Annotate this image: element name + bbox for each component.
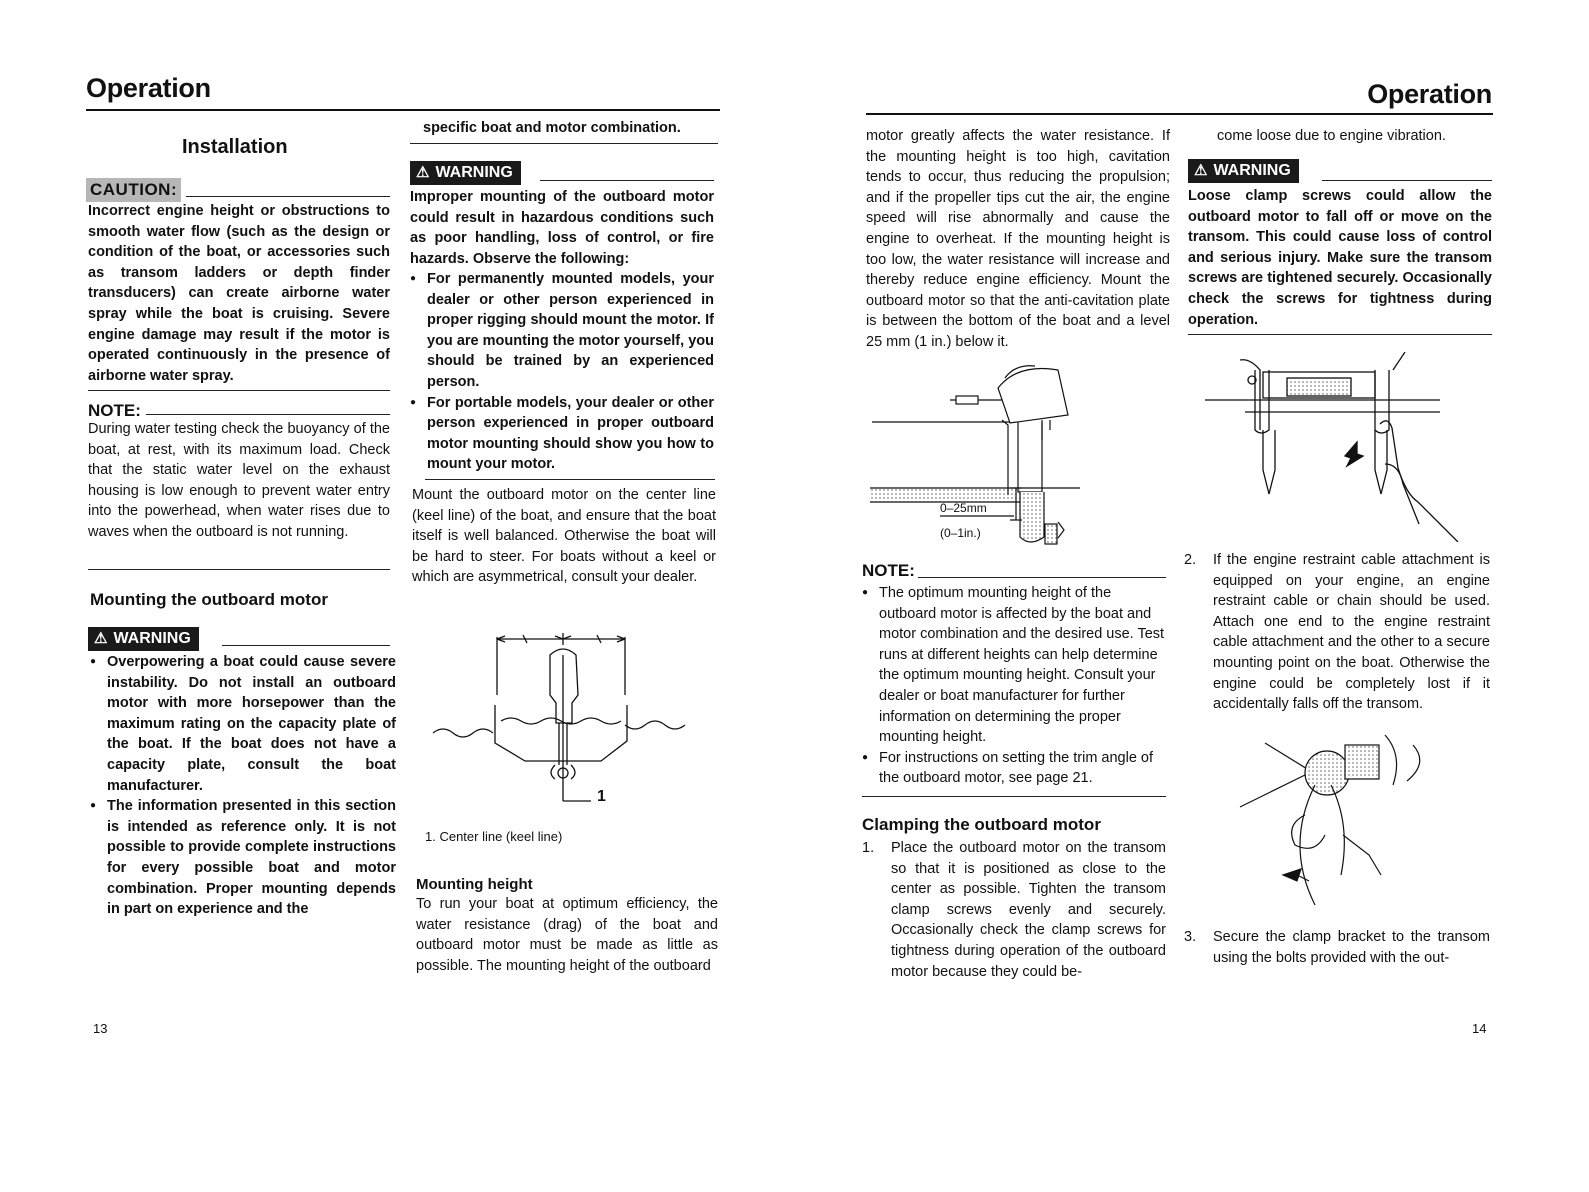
list-item xyxy=(1184,550,1490,715)
left-page-header: Operation xyxy=(86,73,211,103)
right-col2-continuation: come loose due to engine vibration. xyxy=(1217,128,1446,144)
warning-label-text: WARNING xyxy=(435,164,513,181)
figure-caption: 1. Center line (keel line) xyxy=(425,829,563,844)
right-warning-rule xyxy=(1322,180,1492,181)
step-number: 2. xyxy=(1184,552,1197,568)
warning-label-2 xyxy=(410,161,521,185)
right-warning-label xyxy=(1188,159,1299,183)
warning-label-1 xyxy=(88,627,199,651)
right-note-bullets xyxy=(862,583,1168,789)
col2-continuation: specific boat and motor combination. xyxy=(423,120,681,136)
clamping-title: Clamping the outboard motor xyxy=(862,815,1101,834)
right-note-label: NOTE: xyxy=(862,561,915,580)
right-col1-text: motor greatly affects the water resistance. If the mounting height is too high, cavitation tends to occur, thus reducing the propulsion; and if the propeller tips cut the air, the engine speed will rise abnormally and cause the engine to overheat. If the mounting height is too low, the water resistance will increase and thereby reduce engine efficiency. Mount the outboard motor so that the anti-cavitation plate is between the bottom of the boat and a level 25 mm (1 in.) below it. xyxy=(866,128,1170,350)
left-page-number: 13 xyxy=(93,1021,108,1036)
list-item: ● For instructions on setting the trim angle of the outboard motor, see page 21. xyxy=(862,748,1168,789)
warning-triangle-icon: ⚠ xyxy=(94,630,108,647)
list-item xyxy=(862,838,1166,982)
step-text: If the engine restraint cable attachment is equipped on your engine, an engine restraint cable or chain should be used. Attach one end to the engine restraint cable attachment and the other to a secure mounting point on the boat. Otherwise the engine could be completely lost if it accidentally falls off the transom. xyxy=(1213,552,1490,713)
right-note-end-rule xyxy=(862,796,1166,797)
step-3 xyxy=(1184,927,1490,968)
col2-rule xyxy=(410,143,718,144)
warning-2-intro: Improper mounting of the outboard motor could result in hazardous conditions such as poor handling, loss of control, or fire hazards. Observe the following: xyxy=(410,189,714,267)
mounting-title: Mounting the outboard motor xyxy=(90,590,328,609)
installation-title: Installation xyxy=(182,136,288,158)
caution-end-rule xyxy=(88,390,390,391)
note-label: NOTE: xyxy=(88,401,141,420)
left-header-rule xyxy=(86,109,720,111)
right-warning-text: Loose clamp screws could allow the outboard motor to fall off or move on the transom. This could cause loss of control and serious injury. Make sure the transom screws are tightened securely. Occasionally check the screws for tightness during operation. xyxy=(1188,188,1492,328)
clamping-steps xyxy=(862,838,1166,982)
warning-label-text: WARNING xyxy=(1213,162,1291,179)
keel-line-figure xyxy=(425,625,705,810)
mount-text: Mount the outboard motor on the center line (keel line) of the boat, and ensure that the boat itself is well balanced. Otherwise the boat will be hard to steer. For boats without a keel or which are asymmetrical, consult your dealer. xyxy=(412,487,716,586)
warning-triangle-icon: ⚠ xyxy=(1194,162,1208,179)
caution-text: Incorrect engine height or obstructions to smooth water flow (such as the design or condition of the boat, or accessories such as transom ladders or depth finder transducers) can create airborne water spray while the boat is cruising. Severe engine damage may result if the motor is operated continuously in the presence of airborne water spray. xyxy=(88,203,390,384)
list-item xyxy=(1184,927,1490,968)
clamp-screw-figure xyxy=(1205,352,1475,542)
warning-1-rule xyxy=(222,645,390,646)
restraint-cable-figure xyxy=(1235,725,1435,920)
warning-triangle-icon: ⚠ xyxy=(416,164,430,181)
list-item: ● For portable models, your dealer or other person experienced in proper outboard motor mounting should show you how to mount your motor. xyxy=(410,393,714,475)
list-item: ● The information presented in this section is intended as reference only. It is not possible to provide complete instructions for every possible boat and motor combination. Proper mounting depends in part on experience and the xyxy=(90,796,396,920)
warning-label-text: WARNING xyxy=(113,630,191,647)
right-page-header: Operation xyxy=(1367,79,1492,109)
step-text: Secure the clamp bracket to the transom using the bolts provided with the out- xyxy=(1213,929,1490,966)
warning-2-end-rule xyxy=(425,479,715,480)
mounting-height-title: Mounting height xyxy=(416,876,533,893)
right-note-rule xyxy=(918,577,1166,578)
right-page-number: 14 xyxy=(1472,1021,1487,1036)
list-item: ● Overpowering a boat could cause severe instability. Do not install an outboard motor with more horsepower than the maximum rating on the capacity plate of the boat. If the boat does not have a capacity plate, consult the boat manufacturer. xyxy=(90,652,396,796)
caution-rule xyxy=(186,196,390,197)
mounting-height-text: To run your boat at optimum efficiency, the water resistance (drag) of the boat and outboard motor must be made as little as possible. The mounting height of the outboard xyxy=(416,896,718,974)
warning-2-bullets xyxy=(410,269,714,475)
figure-label-mm: 0–25mm xyxy=(940,501,987,515)
warning-1-bullets xyxy=(90,652,396,920)
right-header-rule xyxy=(866,113,1493,115)
right-warning-end-rule xyxy=(1188,334,1492,335)
note-rule xyxy=(146,414,390,415)
step-number: 1. xyxy=(862,840,875,856)
step-2 xyxy=(1184,550,1490,715)
warning-2-rule xyxy=(540,180,714,181)
step-number: 3. xyxy=(1184,929,1197,945)
caution-label: CAUTION: xyxy=(86,178,181,202)
list-item: ● The optimum mounting height of the outboard motor is affected by the boat and motor combination and the desired use. Test runs at different heights can help determine the optimum mounting height. Consult your dealer or boat manufacturer for further information on determining the proper mounting height. xyxy=(862,583,1168,748)
note-text: During water testing check the buoyancy of the boat, at rest, with its maximum load. Check that the static water level on the exhaust housing is low enough to prevent water entry into the powerhead, when water rises due to waves when the outboard is not running. xyxy=(88,421,390,540)
note-end-rule xyxy=(88,569,390,570)
list-item: ● For permanently mounted models, your dealer or other person experienced in proper rigging should mount the motor. If you are mounting the motor yourself, you should be trained by an experienced person. xyxy=(410,269,714,393)
mounting-height-figure xyxy=(870,360,1090,555)
step-text: Place the outboard motor on the transom so that it is positioned as close to the center as possible. Tighten the transom clamp screws evenly and securely. Occasionally check the clamp screws for tightness during operation of the outboard motor because they could be- xyxy=(891,840,1166,980)
figure-label-1: 1 xyxy=(597,788,606,805)
figure-label-in: (0–1in.) xyxy=(940,526,981,540)
